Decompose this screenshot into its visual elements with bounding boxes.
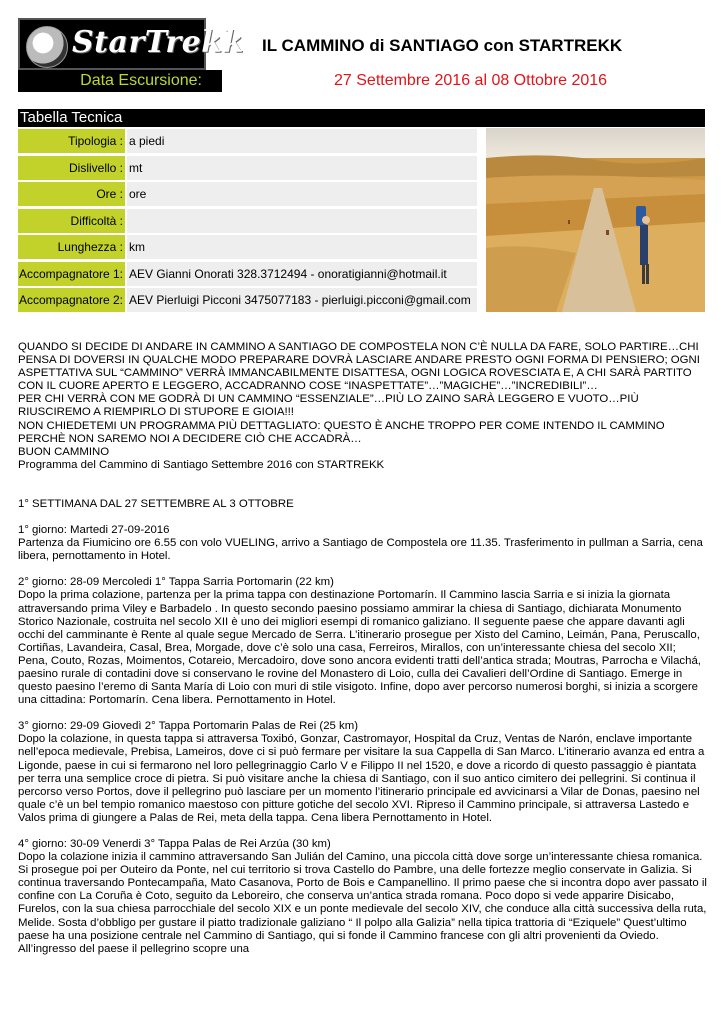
intro-paragraph: NON CHIEDETEMI UN PROGRAMMA PIÙ DETTAGLIATO: QUESTO È ANCHE TROPPO PER COME INTENDO IL CAMMINO PERCHÈ NON SAREMO NOI A DECIDERE CIÒ CHE ACCADRÀ…: [18, 419, 665, 445]
intro-paragraph: BUON CAMMINO: [18, 445, 110, 458]
week-heading: 1° SETTIMANA DAL 27 SETTEMBRE AL 3 OTTOBRE: [18, 497, 294, 510]
tech-row-accompagnatore-1: [18, 261, 479, 288]
day-text: Partenza da Fiumicino ore 6.55 con volo VUELING, arrivo a Santiago de Compostela ore 11.35. Trasferimento in pullman a Sarria, cena libera, pernottamento in Hotel.: [18, 537, 703, 563]
tech-value: km: [127, 235, 477, 259]
day-heading: 1° giorno: Martedi 27-09-2016: [18, 524, 170, 537]
program-title: Programma del Cammino di Santiago Settembre 2016 con STARTREKK: [18, 458, 385, 471]
pilgrim-photo: [486, 128, 705, 312]
tech-row-lunghezza: [18, 234, 479, 261]
day-heading: 4° giorno: 30-09 Venerdi 3° Tappa Palas de Rei Arzúa (30 km): [18, 838, 331, 850]
tech-label: Accompagnatore 2:: [18, 288, 125, 312]
page-title: IL CAMMINO di SANTIAGO con STARTREKK: [262, 36, 623, 55]
tech-row-ore: [18, 181, 479, 208]
tech-row-dislivello: [18, 155, 479, 182]
day-text: Dopo la prima colazione, partenza per la prima tappa con destinazione Portomarín. Il Cammino lascia Sarria e si inizia la giornata attraversando prima Viley e Barbadelo . In questo secondo paesino possiamo ammirar la chiesa di Santiago, dichiarata Monumento Storico Nazionale, costruita nel secolo XII è uno dei migliori esempi di romanico galiziano. Il seguente paese che appare davanti agli occhi del camminante è Rente al quale segue Mercado de Serra. L’itinerario prosegue per Xisto del Camino, Leimán, Pana, Peruscallo, Cortiñas, Lavandeira, Casal, Brea, Morgade, dove c’è solo una casa, Ferreiros, Mirallos, con un’interessante chiesa del secolo XII; Pena, Couto, Rozas, Moimentos, Cotareio, Mercadoiro, dove sono ancora evidenti tratti dell’antica strada; Moutras, Parrocha e Vilachá, paesino rurale di contadini dove si conservano le rovine del Monastero di Loio, culla dei Cavalieri dell’Ordine di Santiago. Emerge in questo paesino l’eremo di Santa María di Loio con muri di stile visigoto. Infine, dopo aver percorso numerosi borghi, si inizia a scorgere una cittadina: Portomarín. Cena libera. Pernottamento in Hotel.: [18, 589, 701, 707]
tech-table-header: Tabella Tecnica: [18, 109, 705, 127]
intro-paragraph: PER CHI VERRÀ CON ME GODRÀ DI UN CAMMINO “ESSENZIALE”…PIÙ LO ZAINO SARÀ LEGGERO E VUOTO…PIÙ RIUSCIREMO A RIEMPIRLO DI STUPORE E GIOIA!!!: [18, 393, 639, 419]
day-heading: 2° giorno: 28-09 Mercoledi 1° Tappa Sarria Portomarin (22 km): [18, 576, 334, 589]
tech-label: Lunghezza :: [18, 235, 125, 259]
tech-label: Ore :: [18, 182, 125, 206]
tech-label: Dislivello :: [18, 156, 125, 180]
day-heading: 3° giorno: 29-09 Giovedì 2° Tappa Portomarin Palas de Rei (25 km): [18, 720, 359, 733]
tech-label: Difficoltà :: [18, 209, 125, 233]
tech-value: a piedi: [127, 129, 477, 153]
program-content: [18, 341, 708, 956]
startrekk-logo: [18, 18, 244, 70]
tech-row-tipologia: [18, 128, 479, 155]
day-text: Dopo la colazione inizia il cammino attraversando San Julián del Camino, una piccola città dove sorge un’interessante chiesa romanica. Si prosegue poi per Outeiro da Ponte, nel cui territorio si trova Castello do Pambre, una delle fortezze meglio conservate in Galizia. Si continua traversando Pontecampaña, Mato Casanova, Porto de Bois e Campanellino. Il primo paese che si incontra dopo aver passato il confine con La Coruña è Coto, seguito da Leboreiro, che conserva un’antica strada romana. Poco dopo si vede apparire Disicabo, Furelos, con la sua chiesa parrocchiale del secolo XIX e un ponte medievale del secolo XIV, che conduce alla città successiva della ruta, Melide. Sosta d’obbligo per gustare il piatto tradizionale galiziano “ Il polpo alla Galizia” nella tipica trattoria di “Eziquele” Quest’ultimo paese ha una posizione centrale nel Cammino di Santiago, qui si fonde il Cammino francese con gli altri provenienti da Oviedo. All’ingresso del paese il pellegrino scopre una: [18, 851, 707, 955]
tech-row-difficolta: [18, 208, 479, 235]
tech-value: AEV Pierluigi Picconi 3475077183 - pierluigi.picconi@gmail.com: [127, 288, 477, 312]
tech-value: [127, 209, 477, 233]
day-text: Dopo la colazione, in questa tappa si attraversa Toxibó, Gonzar, Castromayor, Hospital da Cruz, Ventas de Narón, enclave importante nell’epoca medievale, Prebisa, Lameiros, dove ci si può fermare per visitare la sua Cappella di San Marco. L’itinerario avanza ed entra a Ligonde, paese in cui si fermarono nel loro pellegrinaggio Carlo V e Filippo II nel 1520, e dove a ricordo di questo passaggio è piantata per terra una semplice croce di pietra. Si può visitare anche la chiesa di Santiago, con il suo antico cimitero dei pellegrini. Si continua il percorso verso Portos, dove il pellegrino può lasciare per un momento l’itinerario principale ed avvicinarsi a Vilar de Donas, paesino nel quale c’è un bel tempio romanico maestoso con pitture gotiche del secolo XVI. Ripreso il Cammino principale, si attraversa Lastedo e Valos prima di giungere a Palas de Rei, meta della tappa. Cena libera Pernottamento in Hotel.: [18, 733, 705, 824]
date-label: Data Escursione:: [80, 72, 202, 89]
intro-paragraph: QUANDO SI DECIDE DI ANDARE IN CAMMINO A SANTIAGO DE COMPOSTELA NON C’È NULLA DA FARE, SOLO PARTIRE…CHI PENSA DI DOVERSI IN QUALCHE MODO PREPARARE DOVRÀ LASCIARE ANDARE PRESTO OGNI FORMA DI PENSIERO; OGNI ASPETTATIVA SUL “CAMMINO” VERRÀ IMMANCABILMENTE DISATTESA, OGNI LOGICA ROVESCIATA E, A CHI SARÀ PARTITO CON IL CUORE APERTO E LEGGERO, ACCADRANNO COSE “INASPETTATE”…”MAGICHE”…”INCREDIBILI”…: [18, 341, 700, 393]
tech-row-accompagnatore-2: [18, 287, 479, 314]
tech-table: [18, 128, 479, 314]
date-value: 27 Settembre 2016 al 08 Ottobre 2016: [222, 70, 705, 92]
tech-value: ore: [127, 182, 477, 206]
tech-value: mt: [127, 156, 477, 180]
tech-label: Tipologia :: [18, 129, 125, 153]
logo-text: StarTrekk: [72, 25, 244, 60]
logo-emblem-icon: [26, 26, 68, 68]
tech-label: Accompagnatore 1:: [18, 262, 125, 286]
tech-value: AEV Gianni Onorati 328.3712494 - onoratigianni@hotmail.it: [127, 262, 477, 286]
date-bar: [18, 70, 705, 92]
